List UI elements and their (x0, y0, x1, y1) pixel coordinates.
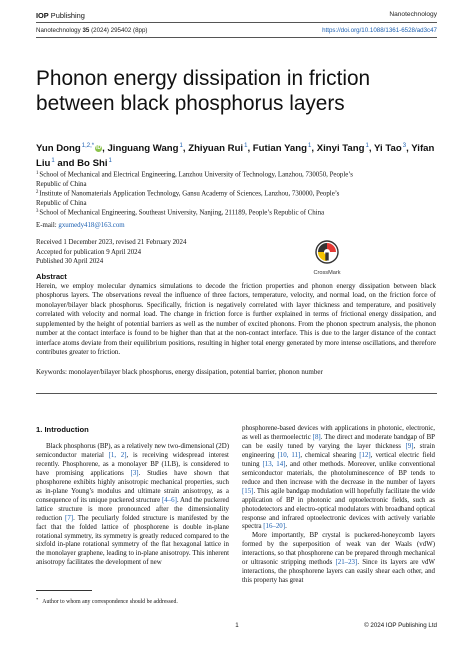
intro-left-column (36, 443, 229, 568)
running-header (36, 11, 437, 22)
citation-ref[interactable]: [4–6] (161, 496, 177, 504)
crossmark-label: CrossMark (313, 270, 341, 276)
paper-title: Phonon energy dissipation in friction between black phosphorus layers (36, 67, 371, 115)
corresponding-email: E-mail: gxumedy418@163.com (36, 222, 125, 229)
author-name: Bo Shi$^1$ (77, 158, 112, 169)
crossmark-badge[interactable] (312, 240, 342, 276)
page-number: 1 (235, 622, 239, 629)
journal-name: Nanotechnology (389, 11, 437, 18)
accepted-date: Accepted for publication 9 April 2024 (36, 248, 142, 256)
author-name: Futian Yang$^1$ (252, 143, 312, 154)
received-date: Received 1 December 2023, revised 21 February 2024 (36, 239, 187, 246)
publisher-logo: IOP Publishing (36, 11, 85, 20)
abstract-heading: Abstract (36, 272, 67, 281)
author-name: Zhiyuan Rui$^1$ (188, 143, 248, 154)
citation-ref[interactable]: [8] (312, 433, 321, 441)
author-list: Yun Dong$^{1,2,*}$ iD, Jinguang Wang$^1$, Zhiyuan Rui$^1$, Futian Yang$^1$, Xinyi Tang$^1$, Yi Tao$^3$, Yifan Liu$^1$ and Bo Shi$^1$ (36, 143, 435, 169)
citation-ref[interactable]: [12] (359, 451, 371, 459)
citation-rule (36, 37, 437, 38)
intro-right-column (242, 425, 435, 586)
email-link[interactable]: gxumedy418@163.com (58, 222, 125, 229)
affiliation-3: $^3$School of Mechanical Engineering, Southeast University, Nanjing, 211189, People’s Republic of China (36, 209, 325, 217)
header-rule (36, 22, 437, 23)
citation-ref[interactable]: [16–20] (263, 523, 286, 531)
affiliation-1: $^1$School of Mechanical and Electrical Engineering, Lanzhou University of Technology, Lanzhou, 730050, People’s Republic of China (36, 171, 353, 188)
doi-link[interactable]: https://doi.org/10.1088/1361-6528/ad3c47 (322, 27, 437, 34)
citation-ref[interactable]: [3] (130, 469, 139, 477)
citation-ref[interactable]: [9] (405, 442, 414, 450)
copyright-notice: © 2024 IOP Publishing Ltd (364, 622, 437, 629)
footnote-rule (36, 590, 92, 591)
affiliation-2: $^2$Institute of Nanomaterials Application Technology, Gansu Academy of Sciences, Lanzhou, 730000, People’s Republic of China (36, 190, 340, 207)
publication-dates (36, 238, 186, 267)
intro-paragraph-2: More importantly, BP crystal is puckered-honeycomb layers formed by the superposition of weak van der Waals (vdW) interactions, so that phosphorene can be prepared through mechanical or ultrasonic stripping methods [21–23]. Since its layers are vdW interactions, the phosphorene layers can easily shear each other, and this property has great (242, 532, 436, 585)
citation-ref[interactable]: [10, 11] (277, 451, 301, 459)
footnote: * Author to whom any correspondence should be addressed. (36, 597, 178, 605)
abstract-text: Herein, we employ molecular dynamics simulations to decode the friction properties and phonon energy dissipation between black phosphorus layers. The observations reveal the influence of three factors, temperature, velocity, and normal load, on the friction force of monolayer/bilayer black phosphorus. Specifically, friction is negatively correlated with layer thickness and temperature, and positively correlated with velocity and normal load. The change in friction force is further explained in terms of frictional energy dissipation, and supplemented by the height of potential barriers as well as the number of excited phonons. From the phonon spectrum analysis, the phonon number at the contact interface is found to be higher than that at the non-contact interface. This is due to the larger distance of the contact interface atoms deviate from their equilibrium positions, resulting in higher total energy generated by more intense oscillations, and therefore contributes greater to friction. (36, 282, 436, 357)
citation-ref[interactable]: [15] (242, 487, 254, 495)
citation-ref[interactable]: [21–23] (335, 559, 358, 567)
crossmark-icon (315, 240, 339, 264)
section-heading: 1. Introduction (36, 425, 89, 434)
keywords: Keywords: monolayer/bilayer black phosphorus, energy dissipation, potential barrier, phonon number (36, 368, 323, 376)
author-name: Xinyi Tang$^1$ (316, 143, 369, 154)
intro-paragraph-1: Black phosphorus (BP), as a relatively new two-dimensional (2D) semiconductor material [1, 2], is receiving widespread interest recently. Phosphorene, as a monolayer BP (1LB), is considered to have promising applications [3]. Studies have shown that phosphorene exhibits highly anisotropic mechanical properties, such as in-plane Young’s modulus and ultimate strain anisotropy, as a consequence of its unique puckered structure [4–6]. And the puckered lattice structure is more pronounced after the dimensionality reduction [7]. The peculiarly folded structure is manifested by the fact that the folded lattice of phosphorene is double in-plane rotational symmetry, its symmetry is greatly reduced compared to the sixfold in-plane rotational symmetry of the flat hexagonal lattice in the monolayer graphene, leading to in-plane anisotropy. This inherent anisotropy facilitates the development of new (36, 443, 230, 567)
citation-ref[interactable]: [7] (65, 514, 74, 522)
author-name: Yifan Liu$^1$ (36, 143, 435, 169)
author-name: Yi Tao$^3$ (374, 143, 407, 154)
author-name: Jinguang Wang$^1$ (107, 143, 183, 154)
citation-line: Nanotechnology 35 (2024) 295402 (8pp) (36, 27, 148, 34)
published-date: Published 30 April 2024 (36, 258, 104, 265)
abstract-rule (36, 393, 437, 394)
intro-paragraph-1-cont: phosphorene-based devices with applications in photonic, electronic, as well as thermoelectric [8]. The direct and moderate bandgap of BP can be easily tuned by varying the layer thickness [9], strain engineering [10, 11], chemical shearing [12], vertical electric field tuning [13, 14], and other methods. Moreover, unlike conventional semiconductor materials, the photoluminescence of BP tends to reduce and then increase with the decrease in the number of layers [15]. This agile bandgap modulation will hopefully facilitate the wide application of BP in photonic and optoelectronic fields, such as photodetectors and electro-optical modulators with broadband optical response and infrared optoelectronic devices with actively variable spectra [16–20]. (242, 425, 435, 531)
citation-ref[interactable]: [13, 14] (262, 460, 286, 468)
citation-ref[interactable]: [1, 2] (108, 451, 127, 459)
author-name: Yun Dong$^{1,2,*}$ iD (36, 143, 102, 154)
orcid-icon[interactable]: iD (96, 145, 102, 151)
